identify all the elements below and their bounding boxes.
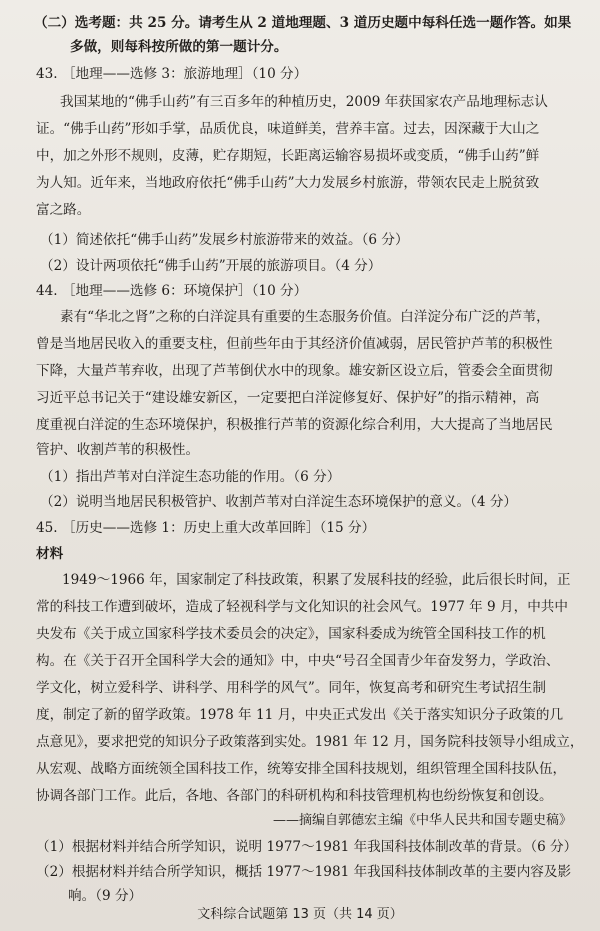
q43-sub1: （1）简述依托“佛手山药”发展乡村旅游带来的效益。（6 分） (40, 232, 409, 248)
q45-passage-line: 构。在《关于召开全国科学大会的通知》中，中央“号召全国青少年奋发努力，学政治、 (36, 653, 560, 669)
q45-material-label: 材料 (36, 546, 64, 562)
q45-passage-line: 常的科技工作遭到破坏，造成了轻视科学与文化知识的社会风气。1977 年 9 月，中共中 (36, 599, 568, 615)
q45-passage-line: 央发布《关于成立国家科学技术委员会的决定》，国家科委成为统管全国科技工作的机 (36, 626, 546, 642)
section-heading-line2: 多做，则每科按所做的第一题计分。 (70, 39, 288, 55)
q44-passage-line: 管护、收割芦苇的积极性。 (36, 442, 200, 458)
q45-sub1: （1）根据材料并结合所学知识，说明 1977～1981 年我国科技体制改革的背景。（6 分） (36, 839, 578, 855)
q45-passage-line: 度，制定了新的留学政策。1978 年 11 月，中央正式发出《关于落实知识分子政策的几 (36, 707, 564, 723)
q44-passage-line: 下降，大量芦苇弃收，出现了芦苇倒伏水中的现象。雄安新区设立后，管委会全面贯彻 (36, 363, 553, 379)
q44-passage-line: 习近平总书记关于“建设雄安新区，一定要把白洋淀修复好、保护好”的指示精神，高 (36, 390, 540, 406)
q45-passage-line: 点意见》，要求把党的知识分子政策落到实处。1981 年 12 月，国务院科技领导小组成立， (36, 734, 584, 750)
q44-passage-line: 素有“华北之肾”之称的白洋淀具有重要的生态服务价值。白洋淀分布广泛的芦苇， (60, 309, 550, 325)
q43-title: 43. ［地理——选修 3：旅游地理］（10 分） (36, 66, 308, 82)
q45-source-citation: ——摘编自郭德宏主编《中华人民共和国专题史稿》 (272, 813, 572, 828)
page-footer: 文科综合试题第 13 页（共 14 页） (197, 907, 403, 922)
q43-passage-line: 中，加之外形不规则，皮薄，贮存期短，长距离运输容易损坏或变质，“佛手山药”鲜 (36, 148, 540, 164)
q45-sub2-line2: 响。（9 分） (68, 888, 143, 904)
q45-passage-line: 学文化，树立爱科学、讲科学、用科学的风气”。同年，恢复高考和研究生考试招生制 (36, 680, 546, 696)
q44-sub1: （1）指出芦苇对白洋淀生态功能的作用。（6 分） (40, 469, 341, 485)
q44-title: 44. ［地理——选修 6：环境保护］（10 分） (36, 283, 308, 299)
q45-sub2-line1: （2）根据材料并结合所学知识，概括 1977～1981 年我国科技体制改革的主要内容及影 (36, 864, 572, 880)
q45-passage-line: 1949～1966 年，国家制定了科技政策，积累了发展科技的经验，此后很长时间，正 (62, 572, 571, 588)
q43-passage-line: 为人知。近年来，当地政府依托“佛手山药”大力发展乡村旅游，带领农民走上脱贫致 (36, 175, 540, 191)
section-heading-line1: （二）选考题：共 25 分。请考生从 2 道地理题、3 道历史题中每科任选一题作答。如果 (34, 15, 572, 31)
q45-passage-line: 协调各部门工作。此后，各地、各部门的科研机构和科技管理机构也纷纷恢复和创设。 (36, 788, 553, 804)
q45-passage-line: 从宏观、战略方面统领全国科技工作，统筹安排全国科技规划，组织管理全国科技队伍， (36, 761, 567, 777)
q44-sub2: （2）说明当地居民积极管护、收割芦苇对白洋淀生态环境保护的意义。（4 分） (40, 494, 518, 510)
q43-passage-line: 富之路。 (36, 202, 91, 218)
q43-passage-line: 我国某地的“佛手山药”有三百多年的种植历史，2009 年获国家农产品地理标志认 (60, 94, 548, 110)
q43-passage-line: 证。“佛手山药”形如手掌，品质优良，味道鲜美，营养丰富。过去，因深藏于大山之 (36, 121, 540, 137)
q45-title: 45. ［历史——选修 1：历史上重大改革回眸］（15 分） (36, 520, 376, 536)
q44-passage-line: 曾是当地居民收入的重要支柱，但前些年由于其经济价值减弱，居民管护芦苇的积极性 (36, 336, 553, 352)
q44-passage-line: 度重视白洋淀的生态环境保护，积极推行芦苇的资源化综合利用，大大提高了当地居民 (36, 417, 553, 433)
q43-sub2: （2）设计两项依托“佛手山药”开展的旅游项目。（4 分） (40, 258, 382, 274)
